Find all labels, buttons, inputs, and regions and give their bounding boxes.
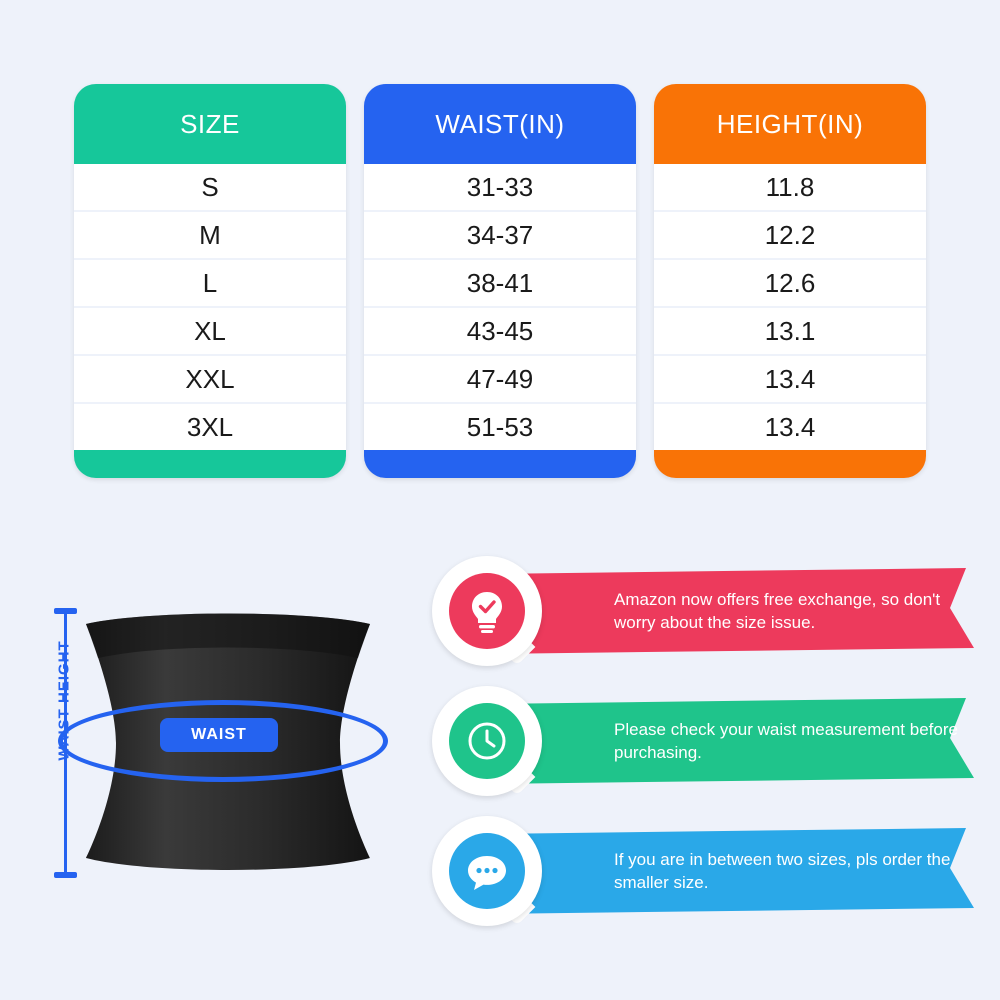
table-cell: XL	[74, 308, 346, 356]
speech-bubble-icon	[449, 833, 525, 909]
measure-cap-top	[54, 608, 77, 614]
note-banner	[484, 568, 974, 654]
size-chart-column-height	[654, 84, 926, 478]
size-chart-column-waist	[364, 84, 636, 478]
table-cell: L	[74, 260, 346, 308]
table-cell: 34-37	[364, 212, 636, 260]
product-illustration	[20, 560, 420, 980]
table-cell: 13.4	[654, 404, 926, 450]
table-cell: 3XL	[74, 404, 346, 450]
list-item	[432, 686, 977, 796]
column-header-height: HEIGHT(IN)	[716, 108, 864, 139]
column-body-size	[74, 164, 346, 478]
table-cell: 12.6	[654, 260, 926, 308]
table-cell: 38-41	[364, 260, 636, 308]
list-item	[432, 816, 977, 926]
table-cell: XXL	[74, 356, 346, 404]
table-cell: 13.1	[654, 308, 926, 356]
note-text: Please check your waist measurement before purchasing.	[614, 720, 958, 762]
table-cell: M	[74, 212, 346, 260]
measure-cap-bottom	[54, 872, 77, 878]
note-icon-bubble	[432, 816, 542, 926]
note-icon-bubble	[432, 686, 542, 796]
table-cell: 31-33	[364, 164, 636, 212]
clock-icon	[449, 703, 525, 779]
notes-list	[432, 556, 977, 946]
table-cell: 11.8	[654, 164, 926, 212]
table-cell: 47-49	[364, 356, 636, 404]
column-header-size: SIZE	[180, 108, 240, 139]
table-cell: S	[74, 164, 346, 212]
column-body-height	[654, 164, 926, 478]
note-text: If you are in between two sizes, pls order the smaller size.	[614, 850, 951, 892]
column-header-waist: WAIST(IN)	[435, 108, 565, 139]
list-item	[432, 556, 977, 666]
note-icon-bubble	[432, 556, 542, 666]
column-body-waist	[364, 164, 636, 478]
table-cell: 43-45	[364, 308, 636, 356]
note-banner	[484, 698, 974, 784]
waist-height-label: WAIST HEIGHT	[55, 640, 73, 761]
lightbulb-check-icon	[449, 573, 525, 649]
waist-label: WAIST	[160, 718, 278, 752]
note-text: Amazon now offers free exchange, so don't worry about the size issue.	[614, 590, 941, 632]
note-banner	[484, 828, 974, 914]
size-chart-table	[74, 84, 926, 478]
size-chart-column-size	[74, 84, 346, 478]
table-cell: 51-53	[364, 404, 636, 450]
table-cell: 12.2	[654, 212, 926, 260]
table-cell: 13.4	[654, 356, 926, 404]
